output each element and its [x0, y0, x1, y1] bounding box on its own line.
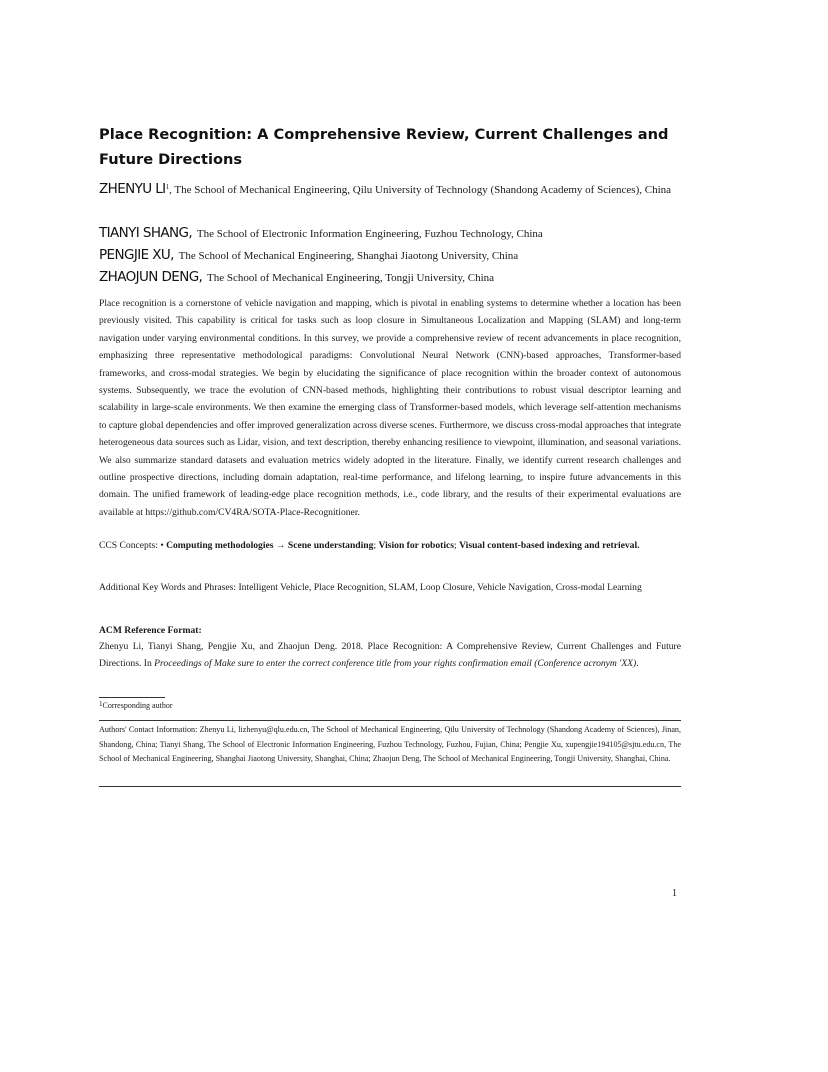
acm-reference-text	[99, 639, 681, 672]
acm-reference-venue: Proceedings of Make sure to enter the correct conference title from your rights confirmation email (Conference acronym 'XX)	[154, 657, 637, 669]
ccs-bullet: •	[160, 540, 164, 551]
acm-reference-heading: ACM Reference Format:	[99, 625, 202, 636]
contact-information: Authors' Contact Information: Zhenyu Li, lizhenyu@qlu.edu.cn, The School of Mechanical Engineering, Qilu University of Technology (Shandong Academy of Sciences), Jinan, Shandong, China; Tianyi Shang, The School of Electronic Information Engineering, Fuzhou Technology, Fuzhou, Fujian, China; Pengjie Xu, xupengjie194105@sjtu.edu.cn, The School of Mechanical Engineering, Shanghai Jiaotong University, Shanghai, China; Zhaojun Deng, The School of Mechanical Engineering, Tongji University, Shanghai, China.	[99, 725, 681, 764]
ccs-concept: Visual content-based indexing and retrieval	[459, 540, 638, 551]
author-affiliation: The School of Electronic Information Engineering, Fuzhou Technology, China	[196, 228, 543, 240]
ccs-separator: ;	[454, 540, 457, 551]
abstract: Place recognition is a cornerstone of vehicle navigation and mapping, which is pivotal in enabling systems to determine whether a location has been previously visited. This capability is critical for tasks such as loop closure in Simultaneous Localization and Mapping (SLAM) and long-term navigation under varying environmental conditions. In this survey, we provide a comprehensive review of recent advancements in place recognition, emphasizing three representative methodological paradigms: Convolutional Neural Network (CNN)-based approaches, Transformer-based frameworks, and cross-modal strategies. We begin by elucidating the significance of place recognition within the broader context of autonomous systems. Subsequently, we trace the evolution of CNN-based methods, highlighting their contributions to robust visual descriptor learning and scalability in large-scale environments. We then examine the emerging class of Transformer-based models, which leverage self-attention mechanisms to capture global dependencies and offer improved generalization across diverse scenes. Furthermore, we discuss cross-modal approaches that integrate heterogeneous data sources such as Lidar, vision, and text description, thereby enhancing resilience to viewpoint, illumination, and seasonal variations. We also summarize standard datasets and evaluation metrics widely adopted in the literature. Finally, we identify current research challenges and outline prospective directions, including domain adaptation, real-time performance, and lifelong learning, to inspire future advancements in this domain. The unified framework of leading-edge place recognition methods, i.e., code library, and the results of their experimental evaluations are available at https://github.com/CV4RA/SOTA-Place-Recognitioner.	[99, 298, 681, 518]
footnote-text: Corresponding author	[102, 701, 173, 710]
author-affiliation: The School of Mechanical Engineering, Shanghai Jiaotong University, China	[178, 250, 519, 262]
author-2	[99, 222, 699, 245]
footnote	[99, 700, 173, 712]
ccs-concept: Computing methodologies → Scene understanding	[166, 540, 374, 551]
ccs-concepts	[99, 538, 681, 555]
contact-top-rule	[99, 720, 681, 721]
author-name: ZHAOJUN DENG,	[99, 269, 203, 285]
contact-bottom-rule	[99, 786, 681, 787]
author-name: ZHENYU LI	[99, 181, 166, 197]
ccs-separator: ;	[373, 540, 377, 551]
paper-title: Place Recognition: A Comprehensive Review, Current Challenges and Future Directions	[99, 126, 669, 168]
page-number: 1	[672, 888, 677, 899]
acm-reference-citation: Zhenyu Li, Tianyi Shang, Pengjie Xu, and Zhaojun Deng. 2018. Place Recognition: A Comprehensive Review, Current Challenges and Future Directions. In	[99, 641, 681, 669]
acm-reference-end: .	[636, 657, 639, 669]
footnote-marker: 1	[99, 700, 103, 708]
author-4	[99, 266, 699, 289]
ccs-end: .	[637, 540, 640, 551]
author-affiliation: , The School of Mechanical Engineering, Qilu University of Technology (Shandong Academy of Sciences), China	[169, 184, 672, 196]
footnote-divider	[99, 697, 165, 698]
keywords: Additional Key Words and Phrases: Intelligent Vehicle, Place Recognition, SLAM, Loop Closure, Vehicle Navigation, Cross-modal Learning	[99, 582, 642, 593]
author-1	[99, 178, 699, 201]
author-3	[99, 244, 699, 267]
ccs-concept: Vision for robotics	[378, 540, 455, 551]
ccs-label: CCS Concepts:	[99, 540, 158, 551]
author-footnote-marker: 1	[165, 183, 170, 191]
author-affiliation: The School of Mechanical Engineering, Tongji University, China	[207, 272, 495, 284]
author-name: PENGJIE XU,	[99, 247, 174, 263]
author-name: TIANYI SHANG,	[99, 225, 193, 241]
